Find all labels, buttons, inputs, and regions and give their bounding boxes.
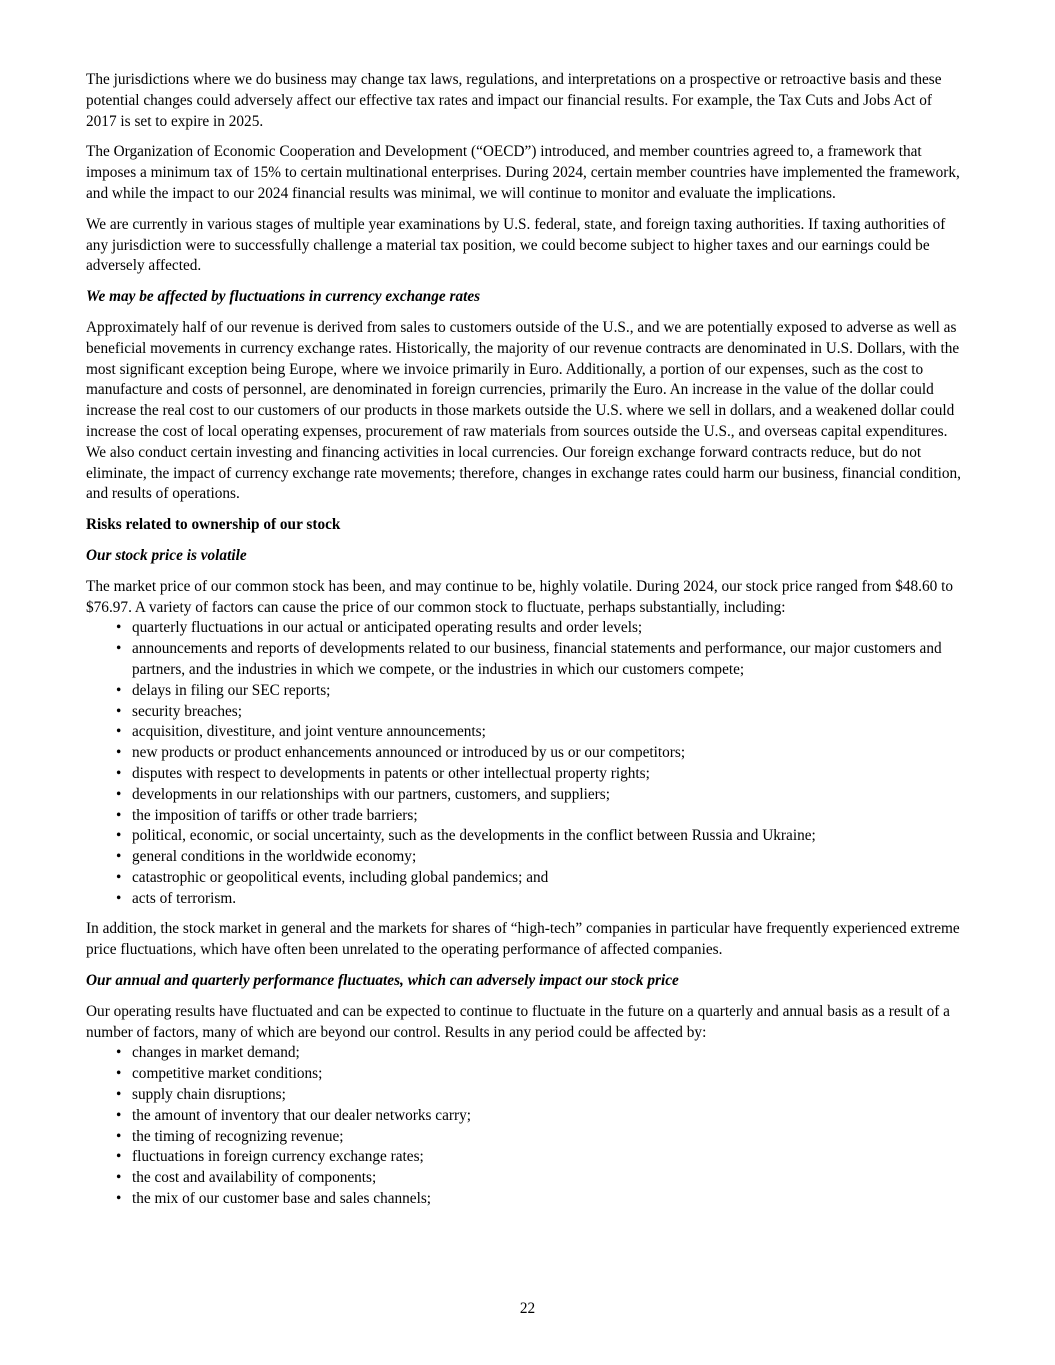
page-number: 22: [519, 1300, 536, 1317]
list-item: • catastrophic or geopolitical events, including global pandemics; and: [86, 868, 966, 889]
list-item: • acts of terrorism.: [86, 889, 966, 910]
list-item: • changes in market demand;: [86, 1043, 966, 1064]
list-item: • security breaches;: [86, 702, 966, 723]
list-item: • delays in filing our SEC reports;: [86, 681, 966, 702]
paragraph-tax-laws: The jurisdictions where we do business may change tax laws, regulations, and interpretations on a prospective or retroactive basis and these potential changes could adversely affect our effective tax rates and impact our financial results. For example, the Tax Cuts and Jobs Act of 2017 is set to expire in 2025.: [86, 71, 942, 130]
list-item: • the imposition of tariffs or other trade barriers;: [86, 806, 966, 827]
list-item: • general conditions in the worldwide economy;: [86, 847, 966, 868]
heading-performance-fluctuates: Our annual and quarterly performance fluctuates, which can adversely impact our stock price: [86, 972, 679, 990]
performance-factors-list: [86, 1043, 966, 1209]
list-item: • supply chain disruptions;: [86, 1085, 966, 1106]
paragraph-currency: Approximately half of our revenue is derived from sales to customers outside of the U.S., and we are potentially exposed to adverse as well as beneficial movements in currency exchange rates. Historically, the majority of our revenue contracts are denominated in U.S. Dollars, with the most significant exception being Europe, where we invoice primarily in Euro. Additionally, a portion of our expenses, such as the cost to manufacture and costs of personnel, are denominated in foreign currencies, primarily the Euro. An increase in the value of the dollar could increase the real cost to our customers of our products in those markets outside the U.S. where we sell in dollars, and a weakened dollar could increase the cost of local operating expenses, procurement of raw materials from sources outside the U.S., and overseas capital expenditures. We also conduct certain investing and financing activities in local currencies. Our foreign exchange forward contracts reduce, but do not eliminate, the impact of currency exchange rate movements; therefore, changes in exchange rates could harm our business, financial condition, and results of operations.: [86, 318, 961, 503]
heading-stock-volatile: Our stock price is volatile: [86, 546, 247, 564]
heading-risks-stock-ownership: Risks related to ownership of our stock: [86, 516, 341, 534]
list-item: • the cost and availability of components;: [86, 1168, 966, 1189]
list-item: • quarterly fluctuations in our actual or anticipated operating results and order levels;: [86, 618, 966, 639]
paragraph-oecd: The Organization of Economic Cooperation and Development (“OECD”) introduced, and member countries agreed to, a framework that imposes a minimum tax of 15% to certain multinational enterprises. During 2024, certain member countries have implemented the framework, and while the impact to our 2024 financial results was minimal, we will continue to monitor and evaluate the implications.: [86, 143, 960, 202]
list-item: • competitive market conditions;: [86, 1064, 966, 1085]
list-item: • disputes with respect to developments in patents or other intellectual property rights;: [86, 764, 966, 785]
document-page: [86, 70, 966, 1220]
heading-currency-exchange: We may be affected by fluctuations in currency exchange rates: [86, 288, 481, 306]
list-item: • developments in our relationships with our partners, customers, and suppliers;: [86, 785, 966, 806]
list-item: • the timing of recognizing revenue;: [86, 1127, 966, 1148]
paragraph-market-fluctuations: In addition, the stock market in general and the markets for shares of “high-tech” companies in particular have frequently experienced extreme price fluctuations, which have often been unrelated to the operating performance of affected companies.: [86, 920, 960, 959]
stock-factors-list: [86, 618, 966, 909]
list-item: • the amount of inventory that our dealer networks carry;: [86, 1106, 966, 1127]
list-item: • acquisition, divestiture, and joint venture announcements;: [86, 722, 966, 743]
list-item: • political, economic, or social uncertainty, such as the developments in the conflict between Russia and Ukraine;: [86, 826, 966, 847]
paragraph-operating-results: Our operating results have fluctuated and can be expected to continue to fluctuate in the future on a quarterly and annual basis as a result of a number of factors, many of which are beyond our control. Results in any period could be affected by:: [86, 1002, 950, 1041]
list-item: • new products or product enhancements announced or introduced by us or our competitors;: [86, 743, 966, 764]
paragraph-stock-price: The market price of our common stock has been, and may continue to be, highly volatile. During 2024, our stock price ranged from $48.60 to $76.97. A variety of factors can cause the price of our common stock to fluctuate, perhaps substantially, including:: [86, 577, 954, 616]
list-item: • the mix of our customer base and sales channels;: [86, 1189, 966, 1210]
list-item: • announcements and reports of developments related to our business, financial statements and performance, our major customers and partners, and the industries in which we compete, or the industries in which our customers compete;: [86, 639, 966, 681]
paragraph-tax-examinations: We are currently in various stages of multiple year examinations by U.S. federal, state, and foreign taxing authorities. If taxing authorities of any jurisdiction were to successfully challenge a material tax position, we could become subject to higher taxes and our earnings could be adversely affected.: [86, 215, 946, 275]
list-item: • fluctuations in foreign currency exchange rates;: [86, 1147, 966, 1168]
